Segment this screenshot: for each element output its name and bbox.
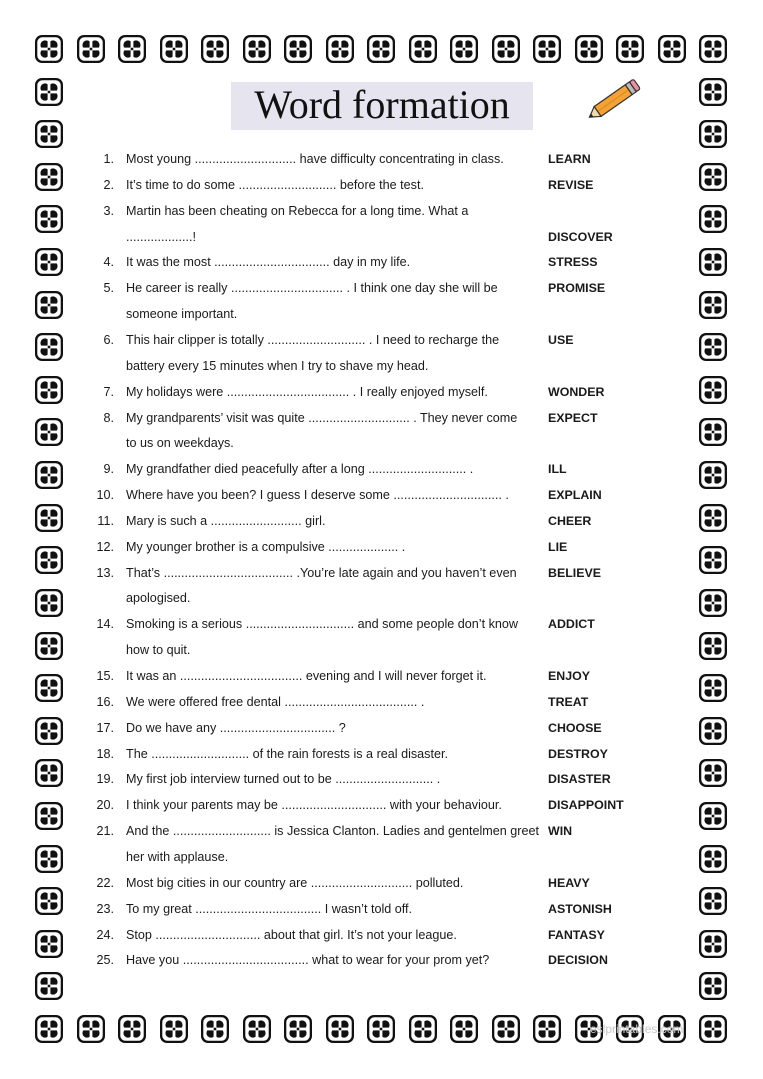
clover-tile-icon [242,1014,272,1044]
clover-tile-icon [698,929,728,959]
base-word: ADDICT [548,617,595,632]
item-sentence-line: Stop .............................. about that girl. It’s not your league. [126,927,457,942]
base-word: HEAVY [548,875,590,890]
item-sentence-line: Martin has been cheating on Rebecca for a long time. What a [126,203,469,218]
item-number: 10. [96,488,114,503]
clover-tile-icon [34,460,64,490]
base-word: DESTROY [548,746,608,761]
clover-tile-icon [34,162,64,192]
item-number: 24. [96,927,114,942]
clover-tile-icon [325,1014,355,1044]
item-sentence-line: to us on weekdays. [126,436,234,451]
clover-tile-icon [698,77,728,107]
base-word: ASTONISH [548,901,612,916]
item-sentence-line: Most big cities in our country are ............................. polluted. [126,875,464,890]
item-sentence-line: This hair clipper is totally ............................ . I need to recharge the [126,332,500,347]
clover-tile-icon [34,844,64,874]
base-word: CHEER [548,513,592,528]
clover-tile-icon [34,332,64,362]
item-number: 22. [96,875,114,890]
base-word: BELIEVE [548,565,602,580]
clover-tile-icon [242,34,272,64]
base-word: LEARN [548,152,591,166]
item-sentence-line: apologised. [126,591,191,606]
base-word: DISASTER [548,772,611,787]
base-word: STRESS [548,255,598,270]
clover-tile-icon [34,716,64,746]
clover-tile-icon [698,886,728,916]
item-sentence-line: It was the most ................................. day in my life. [126,255,411,270]
item-number: 20. [96,798,114,813]
clover-tile-icon [34,886,64,916]
clover-tile-icon [574,34,604,64]
clover-tile-icon [698,588,728,618]
item-sentence-line: Most young ............................. have difficulty concentrating in class. [126,152,504,166]
clover-tile-icon [449,1014,479,1044]
item-sentence-line: It was an ................................... evening and I will never forget it. [126,669,487,683]
base-word: PROMISE [548,281,606,296]
clover-tile-icon [698,460,728,490]
pencil-icon [584,74,644,126]
page-title: Word formation [254,82,510,127]
clover-tile-icon [698,1014,728,1044]
base-word: DECISION [548,953,608,968]
clover-tile-icon [200,34,230,64]
clover-tile-icon [698,290,728,320]
base-word: WIN [548,824,573,839]
clover-tile-icon [491,1014,521,1044]
clover-tile-icon [698,631,728,661]
item-number: 5. [103,281,114,296]
item-number: 6. [103,332,114,347]
clover-tile-icon [34,545,64,575]
base-word: CHOOSE [548,720,602,735]
clover-tile-icon [34,119,64,149]
clover-tile-icon [366,34,396,64]
clover-tile-icon [698,758,728,788]
clover-tile-icon [698,673,728,703]
item-number: 15. [96,669,114,683]
clover-tile-icon [698,247,728,277]
item-sentence-line: My grandfather died peacefully after a long ............................ . [126,462,474,477]
clover-tile-icon [408,1014,438,1044]
item-number: 17. [96,720,114,735]
item-sentence-line: And the ............................ is Jessica Clanton. Ladies and gentelmen greet [126,824,540,839]
item-number: 16. [96,694,114,709]
clover-tile-icon [698,801,728,831]
item-sentence-line: To my great .................................... I wasn’t told off. [126,901,413,916]
clover-tile-icon [34,290,64,320]
clover-tile-icon [200,1014,230,1044]
item-sentence-line: We were offered free dental ...................................... . [126,694,425,709]
clover-tile-icon [34,77,64,107]
clover-tile-icon [408,34,438,64]
item-sentence-line: Where have you been? I guess I deserve some ............................... . [126,488,509,503]
item-number: 1. [103,152,114,166]
item-number: 13. [96,565,114,580]
clover-tile-icon [159,1014,189,1044]
item-sentence-line: Do we have any ................................. ? [126,720,346,735]
base-word: REVISE [548,177,594,192]
clover-tile-icon [698,162,728,192]
item-sentence-line: Have you .................................... what to wear for your prom yet? [126,953,490,968]
clover-tile-icon [117,34,147,64]
item-sentence-line: My first job interview turned out to be ............................ . [126,772,441,787]
clover-tile-icon [283,34,313,64]
clover-tile-icon [698,503,728,533]
clover-tile-icon [615,34,645,64]
clover-tile-icon [76,1014,106,1044]
watermark: eslprintables.com [590,1022,684,1036]
clover-tile-icon [698,204,728,234]
clover-tile-icon [325,34,355,64]
item-sentence-line: ...................! [126,229,196,244]
base-word: TREAT [548,694,589,709]
clover-tile-icon [698,375,728,405]
base-word: USE [548,332,574,347]
clover-tile-icon [34,417,64,447]
item-number: 3. [103,203,114,218]
item-sentence-line: My younger brother is a compulsive .................... . [126,539,406,554]
item-sentence-line: battery every 15 minutes when I try to shave my head. [126,358,429,373]
base-word: DISAPPOINT [548,798,624,813]
clover-tile-icon [698,119,728,149]
clover-tile-icon [698,716,728,746]
clover-tile-icon [34,631,64,661]
clover-tile-icon [366,1014,396,1044]
clover-tile-icon [283,1014,313,1044]
item-number: 9. [103,462,114,477]
clover-tile-icon [491,34,521,64]
item-sentence-line: her with applause. [126,849,229,864]
item-number: 18. [96,746,114,761]
item-sentence-line: I think your parents may be .............................. with your behaviour. [126,798,502,813]
clover-tile-icon [698,417,728,447]
clover-tile-icon [698,34,728,64]
clover-tile-icon [449,34,479,64]
clover-tile-icon [34,758,64,788]
base-word: DISCOVER [548,229,613,244]
item-sentence-line: Mary is such a .......................... girl. [126,513,326,528]
base-word: ILL [548,462,567,477]
item-number: 11. [97,513,114,528]
item-sentence-line: It’s time to do some ............................ before the test. [126,177,424,192]
clover-tile-icon [159,34,189,64]
item-sentence-line: Smoking is a serious ............................... and some people don’t know [126,617,518,632]
base-word: ENJOY [548,669,591,683]
base-word: EXPECT [548,410,598,425]
item-number: 14. [96,617,114,632]
item-sentence-line: someone important. [126,307,238,322]
clover-tile-icon [698,545,728,575]
clover-tile-icon [698,332,728,362]
clover-tile-icon [34,503,64,533]
item-number: 2. [103,177,114,192]
item-number: 25. [96,953,114,968]
clover-tile-icon [34,204,64,234]
item-sentence-line: That’s ..................................... .You’re late again and you haven’t even [126,565,517,580]
clover-tile-icon [34,1014,64,1044]
item-number: 7. [103,384,114,399]
item-sentence-line: My holidays were ................................... . I really enjoyed myself. [126,384,488,399]
base-word: WONDER [548,384,605,399]
item-number: 23. [96,901,114,916]
item-sentence-line: how to quit. [126,643,191,658]
clover-tile-icon [34,34,64,64]
item-number: 21. [96,824,114,839]
clover-tile-icon [698,971,728,1001]
clover-tile-icon [34,801,64,831]
item-sentence-line: My grandparents’ visit was quite ............................. . They never come [126,410,518,425]
clover-tile-icon [34,247,64,277]
base-word: LIE [548,539,568,554]
clover-tile-icon [532,1014,562,1044]
clover-tile-icon [34,971,64,1001]
base-word: FANTASY [548,927,605,942]
clover-tile-icon [657,34,687,64]
item-number: 12. [96,539,114,554]
clover-tile-icon [76,34,106,64]
clover-tile-icon [34,673,64,703]
clover-tile-icon [532,34,562,64]
clover-tile-icon [698,844,728,874]
clover-tile-icon [34,929,64,959]
item-sentence-line: He career is really ................................ . I think one day she will be [126,281,498,296]
base-word: EXPLAIN [548,488,602,503]
clover-tile-icon [117,1014,147,1044]
item-number: 8. [103,410,114,425]
clover-tile-icon [34,588,64,618]
clover-tile-icon [34,375,64,405]
item-number: 4. [103,255,114,270]
item-sentence-line: The ............................ of the rain forests is a real disaster. [126,746,448,761]
item-number: 19. [96,772,114,787]
